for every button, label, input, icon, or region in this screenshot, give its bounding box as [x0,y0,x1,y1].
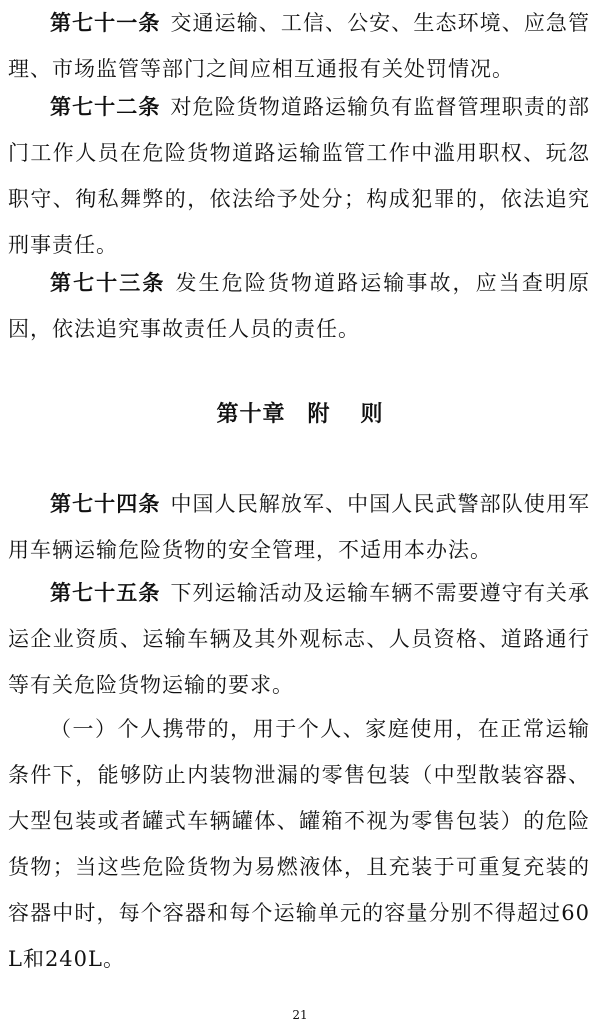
article-75-item-1: （一）个人携带的，用于个人、家庭使用，在正常运输条件下，能够防止内装物泄漏的零售包装（中型散装容器、大型包装或者罐式车辆罐体、罐箱不视为零售包装）的危险货物；当这些危险货物为易燃液体，且充装于可重复充装的容器中时，每个容器和每个运输单元的容量分别不得超过60L和240L。 [8,717,590,971]
article-text: 发生危险货物道路运输事故，应当查明原因，依法追究事故责任人员的责任。 [8,271,591,341]
article-text: 下列运输活动及运输车辆不需要遵守有关承运企业资质、运输车辆及其外观标志、人员资格、道路通行等有关危险货物运输的要求。 [8,581,591,697]
chapter-title-part2: 则 [360,402,384,427]
article-number: 第七十四条 [50,492,161,516]
chapter-heading [0,400,600,430]
article-number: 第七十二条 [50,95,161,119]
article-number: 第七十一条 [50,11,161,35]
article-text: 中国人民解放军、中国人民武警部队使用军用车辆运输危险货物的安全管理，不适用本办法。 [8,492,591,562]
chapter-number: 第十章 [216,402,286,427]
article-number: 第七十五条 [50,581,161,605]
article-73 [8,260,590,352]
page-number: 21 [292,1008,308,1022]
article-75 [8,570,590,708]
article-74 [8,481,590,573]
article-text: 交通运输、工信、公安、生态环境、应急管理、市场监管等部门之间应相互通报有关处罚情况。 [8,11,591,81]
article-number: 第七十三条 [50,271,166,295]
chapter-title-part1: 附 [307,402,331,427]
article-text: 对危险货物道路运输负有监督管理职责的部门工作人员在危险货物道路运输监管工作中滥用职权、玩忽职守、徇私舞弊的，依法给予处分；构成犯罪的，依法追究刑事责任。 [8,95,591,257]
article-71 [8,0,590,92]
article-72 [8,84,590,268]
